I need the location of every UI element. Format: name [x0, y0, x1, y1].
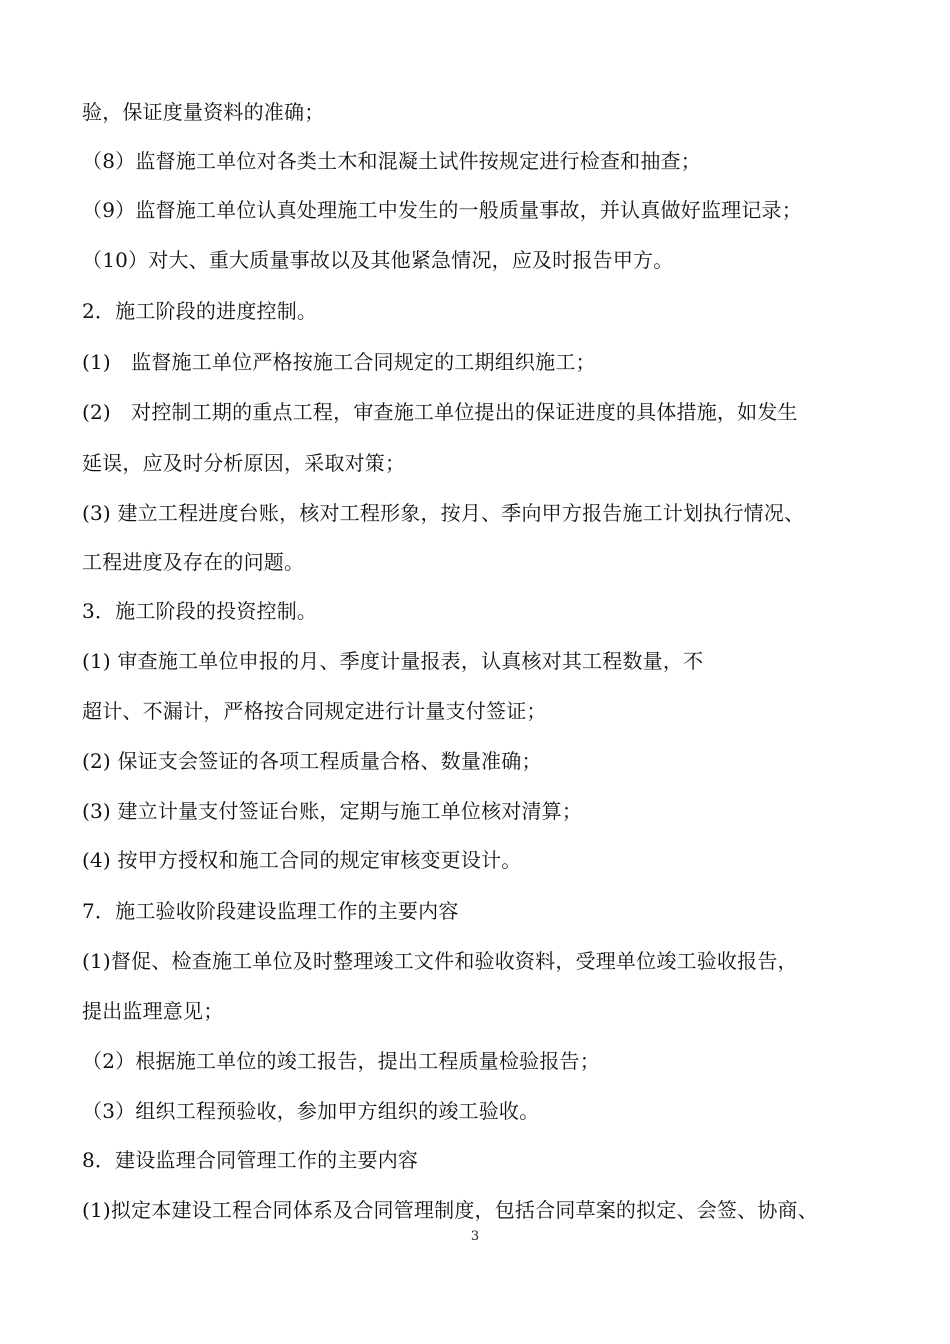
text-line-12: (1) 审查施工单位申报的月、季度计量报表，认真核对其工程数量，不 — [82, 649, 704, 673]
text-line-6: (1) 监督施工单位严格按施工合同规定的工期组织施工； — [82, 350, 596, 374]
text-line-21: （3）组织工程预验收，参加甲方组织的竣工验收。 — [82, 1099, 540, 1123]
text-line-4: （10）对大、重大质量事故以及其他紧急情况，应及时报告甲方。 — [82, 248, 674, 272]
text-line-2: （8）监督施工单位对各类土木和混凝土试件按规定进行检查和抽查； — [82, 149, 701, 173]
text-line-15: (3) 建立计量支付签证台账，定期与施工单位核对清算； — [82, 799, 583, 823]
text-line-19: 提出监理意见； — [82, 999, 224, 1023]
text-line-16: (4) 按甲方授权和施工合同的规定审核变更设计。 — [82, 848, 522, 872]
section-heading-8: 8．建设监理合同管理工作的主要内容 — [82, 1148, 419, 1172]
text-line-18: (1)督促、检查施工单位及时整理竣工文件和验收资料，受理单位竣工验收报告， — [82, 949, 798, 973]
text-line-7: (2) 对控制工期的重点工程，审查施工单位提出的保证进度的具体措施，如发生 — [82, 400, 798, 424]
text-line-10: 工程进度及存在的问题。 — [82, 550, 305, 574]
text-line-13: 超计、不漏计，严格按合同规定进行计量支付签证； — [82, 699, 547, 723]
section-heading-3: 3．施工阶段的投资控制。 — [82, 599, 318, 623]
text-line-14: (2) 保证支会签证的各项工程质量合格、数量准确； — [82, 749, 542, 773]
page-number: 3 — [470, 1229, 480, 1244]
text-line-8: 延误，应及时分析原因，采取对策； — [82, 451, 406, 475]
section-heading-7: 7．施工验收阶段建设监理工作的主要内容 — [82, 899, 459, 923]
section-heading-2: 2．施工阶段的进度控制。 — [82, 299, 318, 323]
text-line-1: 验，保证度量资料的准确； — [82, 100, 325, 124]
text-line-20: （2）根据施工单位的竣工报告，提出工程质量检验报告； — [82, 1049, 600, 1073]
text-line-9: (3) 建立工程进度台账，核对工程形象，按月、季向甲方报告施工计划执行情况、 — [82, 501, 805, 525]
text-line-3: （9）监督施工单位认真处理施工中发生的一般质量事故，并认真做好监理记录； — [82, 198, 802, 222]
text-line-23: (1)拟定本建设工程合同体系及合同管理制度，包括合同草案的拟定、会签、协商、 — [82, 1198, 818, 1222]
